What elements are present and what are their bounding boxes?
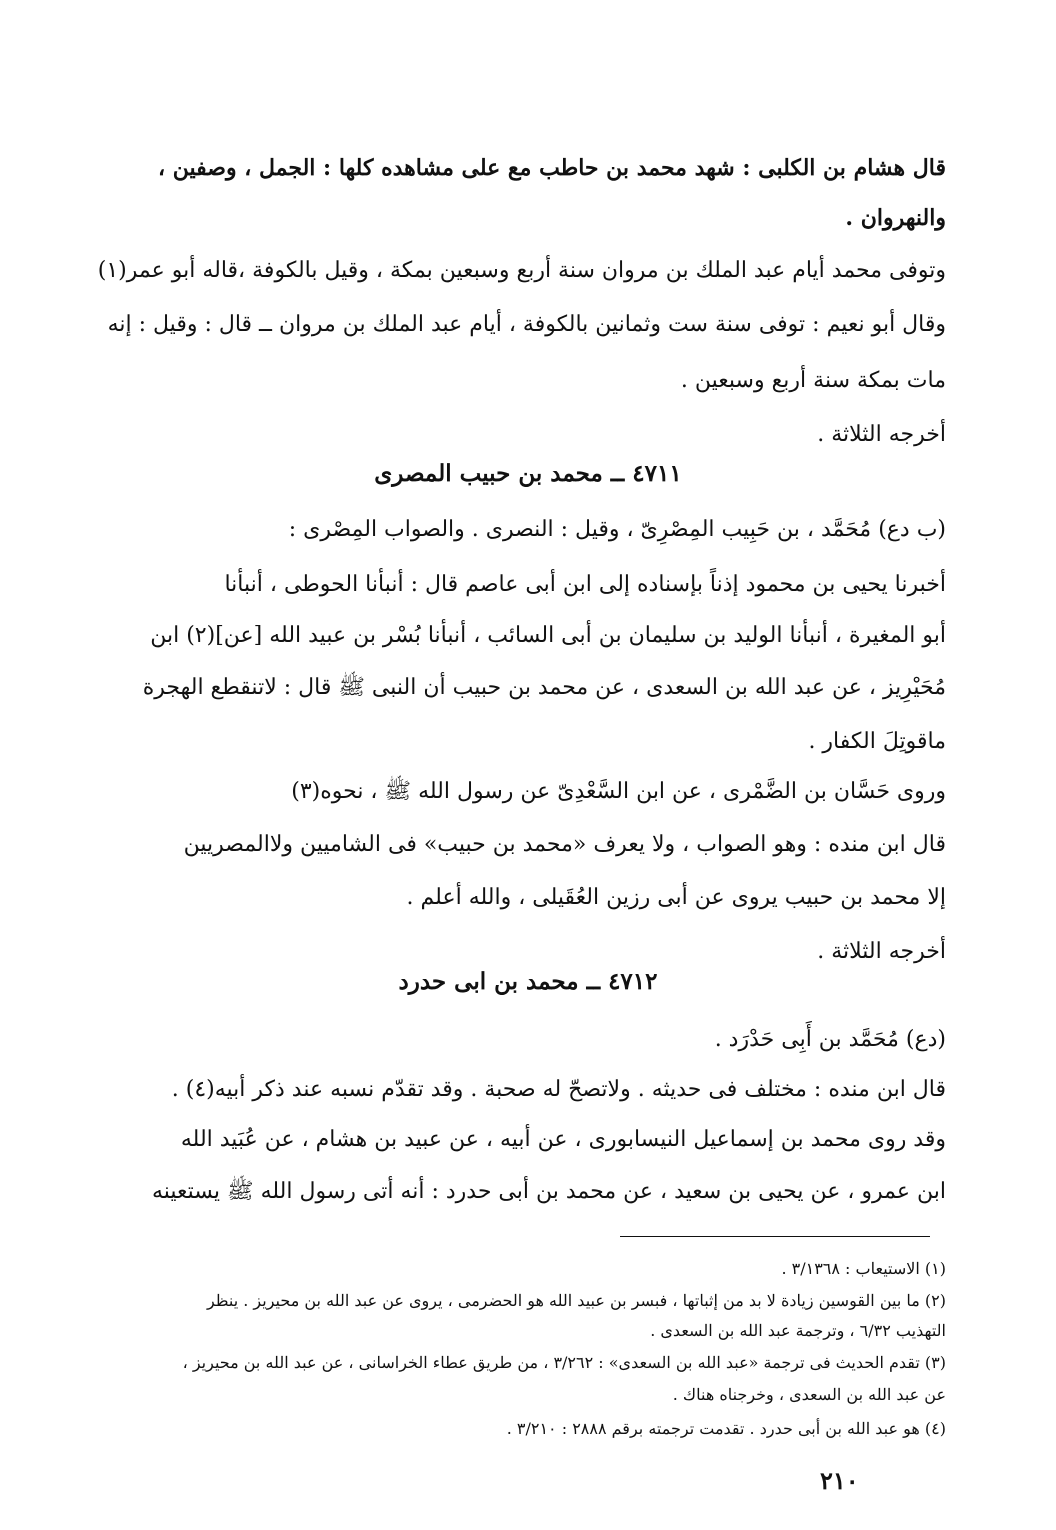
paragraph-line: وقد روى محمد بن إسماعيل النيسابورى ، عن أبيه ، عن عبيد بن هشام ، عن عُبَيد الله bbox=[180, 1127, 946, 1152]
paragraph-line: قال هشام بن الكلبى : شهد محمد بن حاطب مع على مشاهده كلها : الجمل ، وصفين ، bbox=[157, 155, 946, 181]
entry-heading: ٤٧١١ ــ محمد بن حبيب المصرى bbox=[374, 460, 682, 487]
paragraph-line: إلا محمد بن حبيب يروى عن أبى رزين العُقَيلى ، والله أعلم . bbox=[406, 885, 946, 910]
paragraph-line: ابن عمرو ، عن يحيى بن سعيد ، عن محمد بن أبى حدرد : أنه أتى رسول الله ﷺ يستعينه bbox=[151, 1179, 946, 1204]
paragraph-line: قال ابن منده : مختلف فى حديثه . ولاتصحّ له صحبة . وقد تقدّم نسبه عند ذكر أبيه(٤) . bbox=[171, 1077, 946, 1102]
footnote: (٤) هو عبد الله بن أبى حدرد . تقدمت ترجمته برقم ٢٨٨٨ : ٣/٢١٠ . bbox=[506, 1419, 946, 1438]
paragraph-line: مُحَيْرِيز ، عن عبد الله بن السعدى ، عن محمد بن حبيب أن النبى ﷺ قال : لاتنقطع الهجرة bbox=[142, 675, 946, 700]
footnote: التهذيب ٦/٣٢ ، وترجمة عبد الله بن السعدى . bbox=[650, 1321, 946, 1340]
paragraph-line: (دع) مُحَمَّد بن أَبِى حَدْرَد . bbox=[714, 1027, 946, 1052]
entry-heading: ٤٧١٢ ــ محمد بن ابى حدرد bbox=[398, 968, 658, 995]
paragraph-line: وروى حَسَّان بن الضَّمْرى ، عن ابن السَّعْدِىّ عن رسول الله ﷺ ، نحوه(٣) bbox=[291, 779, 946, 804]
paragraph-line: أخرجه الثلاثة . bbox=[817, 422, 946, 447]
paragraph-line: وتوفى محمد أيام عبد الملك بن مروان سنة أربع وسبعين بمكة ، وقيل بالكوفة ،قاله أبو عمر(١) bbox=[97, 258, 946, 283]
paragraph-line: أخرجه الثلاثة . bbox=[817, 939, 946, 964]
page-number: ٢١٠ bbox=[820, 1466, 859, 1495]
paragraph-line: والنهروان . bbox=[845, 205, 946, 231]
paragraph-line: أخبرنا يحيى بن محمود إذناً بإسناده إلى ابن أبى عاصم قال : أنبأنا الحوطى ، أنبأنا bbox=[224, 572, 946, 597]
paragraph-line: أبو المغيرة ، أنبأنا الوليد بن سليمان بن أبى السائب ، أنبأنا بُسْر بن عبيد الله [عن](٢) ابن bbox=[150, 623, 946, 648]
footnote: (٣) تقدم الحديث فى ترجمة «عبد الله بن السعدى» : ٣/٢٦٢ ، من طريق عطاء الخراسانى ، عن عبد الله بن محيريز ، bbox=[182, 1353, 946, 1372]
paragraph-line: (ب دع) مُحَمَّد ، بن حَبِيب المِصْرِىّ ، وقيل : النصرى . والصواب المِصْرى : bbox=[288, 517, 946, 542]
footnote: (١) الاستيعاب : ٣/١٣٦٨ . bbox=[781, 1259, 946, 1278]
paragraph-line: ماقوتِلَ الكفار . bbox=[808, 729, 946, 754]
footnote: عن عبد الله بن السعدى ، وخرجناه هناك . bbox=[672, 1385, 946, 1404]
footnote-divider bbox=[620, 1236, 930, 1237]
paragraph-line: وقال أبو نعيم : توفى سنة ست وثمانين بالكوفة ، أيام عبد الملك بن مروان ــ قال : وقيل : إنه bbox=[107, 312, 946, 337]
paragraph-line: قال ابن منده : وهو الصواب ، ولا يعرف «محمد بن حبيب» فى الشاميين ولاالمصريين bbox=[183, 832, 946, 857]
paragraph-line: مات بمكة سنة أربع وسبعين . bbox=[680, 368, 946, 393]
footnote: (٢) ما بين القوسين زيادة لا بد من إثباتها ، فبسر بن عبيد الله هو الحضرمى ، يروى عن عبد الله بن محيريز . ينظر bbox=[206, 1291, 946, 1310]
